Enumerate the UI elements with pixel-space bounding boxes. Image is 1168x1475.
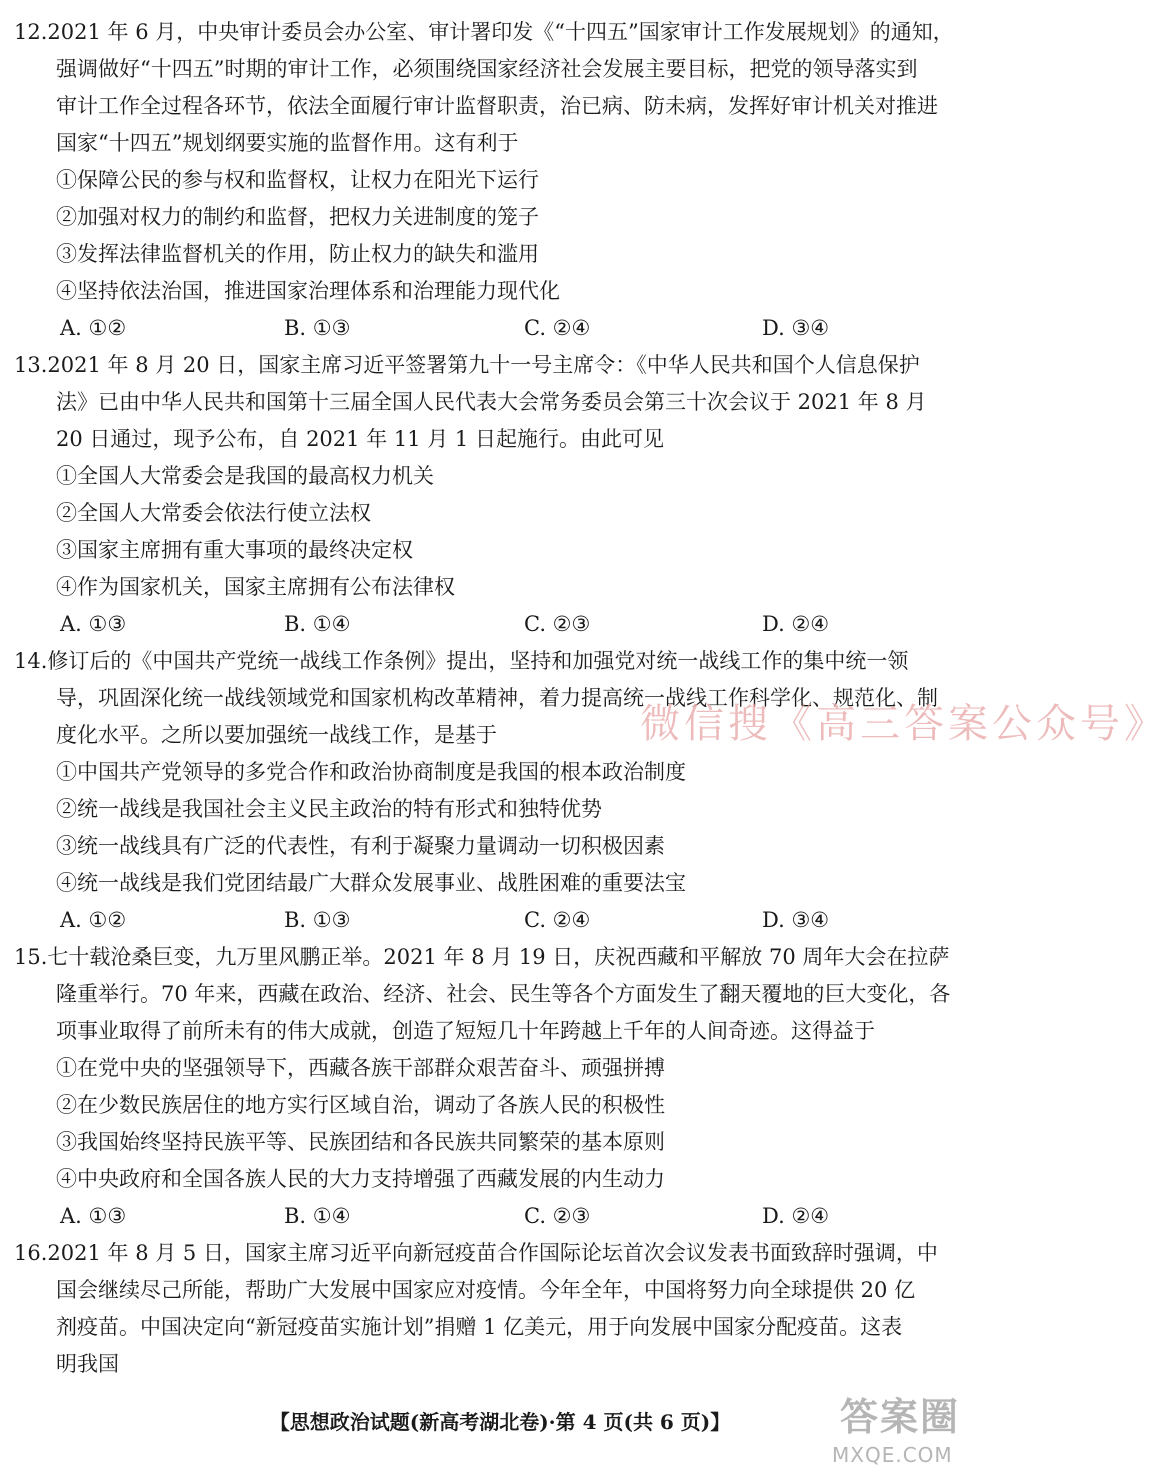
question-text-line: 审计工作全过程各环节，依法全面履行审计监督职责，治已病、防未病，发挥好审计机关对推进 (56, 94, 938, 118)
choice-statement: ①全国人大常委会是我国的最高权力机关 (56, 464, 434, 488)
choice-statement: ③我国始终坚持民族平等、民族团结和各民族共同繁荣的基本原则 (56, 1130, 665, 1154)
choice-statement: ②加强对权力的制约和监督，把权力关进制度的笼子 (56, 205, 539, 229)
choice-statement: ②在少数民族居住的地方实行区域自治，调动了各族人民的积极性 (56, 1093, 665, 1117)
choice-statement: ①保障公民的参与权和监督权，让权力在阳光下运行 (56, 168, 539, 192)
answer-option-d: D. ③④ (762, 316, 830, 340)
answer-option-c: C. ②③ (524, 1204, 591, 1228)
answer-options (60, 314, 960, 342)
question-text-line: 国家“十四五”规划纲要实施的监督作用。这有利于 (56, 131, 519, 155)
choice-statement: ②全国人大常委会依法行使立法权 (56, 501, 371, 525)
question-stem: 14.修订后的《中国共产党统一战线工作条例》提出，坚持和加强党对统一战线工作的集中统一领 (14, 649, 909, 673)
answer-option-a: A. ①② (60, 908, 127, 932)
answer-option-d: D. ③④ (762, 908, 830, 932)
question-text-line: 20 日通过，现予公布，自 2021 年 11 月 1 日起施行。由此可见 (56, 427, 664, 451)
choice-statement: ③发挥法律监督机关的作用，防止权力的缺失和滥用 (56, 242, 539, 266)
choice-statement: ④作为国家机关，国家主席拥有公布法律权 (56, 575, 455, 599)
answer-option-b: B. ①④ (284, 1204, 351, 1228)
watermark-text: 微信搜《高三答案公众号》 (640, 701, 1168, 747)
question-text-line: 法》已由中华人民共和国第十三届全国人民代表大会常务委员会第三十次会议于 2021 年 8 月 (56, 390, 927, 414)
question-text-line: 隆重举行。70 年来，西藏在政治、经济、社会、民生等各个方面发生了翻天覆地的巨大变化，各 (56, 982, 951, 1006)
answer-option-b: B. ①③ (284, 316, 351, 340)
question-text-line: 国会继续尽己所能，帮助广大发展中国家应对疫情。今年全年，中国将努力向全球提供 20 亿 (56, 1278, 916, 1302)
answer-option-a: A. ①③ (60, 1204, 127, 1228)
choice-statement: ②统一战线是我国社会主义民主政治的特有形式和独特优势 (56, 797, 602, 821)
choice-statement: ④坚持依法治国，推进国家治理体系和治理能力现代化 (56, 279, 560, 303)
question-text-line: 强调做好“十四五”时期的审计工作，必须围绕国家经济社会发展主要目标，把党的领导落实到 (56, 57, 918, 81)
answer-option-c: C. ②④ (524, 316, 591, 340)
choice-statement: ③国家主席拥有重大事项的最终决定权 (56, 538, 413, 562)
answer-option-a: A. ①③ (60, 612, 127, 636)
question-text-line: 剂疫苗。中国决定向“新冠疫苗实施计划”捐赠 1 亿美元，用于向发展中国家分配疫苗。这表 (56, 1315, 903, 1339)
answer-option-a: A. ①② (60, 316, 127, 340)
question-text-line: 度化水平。之所以要加强统一战线工作，是基于 (56, 723, 497, 747)
choice-statement: ①中国共产党领导的多党合作和政治协商制度是我国的根本政治制度 (56, 760, 686, 784)
answer-options (60, 1202, 960, 1230)
answer-option-c: C. ②③ (524, 612, 591, 636)
answer-option-b: B. ①④ (284, 612, 351, 636)
answer-option-c: C. ②④ (524, 908, 591, 932)
choice-statement: ④中央政府和全国各族人民的大力支持增强了西藏发展的内生动力 (56, 1167, 665, 1191)
page-footer: 【思想政治试题(新高考湖北卷)·第 4 页(共 6 页)】 (269, 1410, 731, 1434)
question-text-line: 项事业取得了前所未有的伟大成就，创造了短短几十年跨越上千年的人间奇迹。这得益于 (56, 1019, 875, 1043)
question-stem: 12.2021 年 6 月，中央审计委员会办公室、审计署印发《“十四五”国家审计工作发展规划》的通知， (14, 20, 954, 44)
choice-statement: ③统一战线具有广泛的代表性，有利于凝聚力量调动一切积极因素 (56, 834, 665, 858)
answer-options (60, 906, 960, 934)
question-text-line: 导，巩固深化统一战线领域党和国家机构改革精神，着力提高统一战线工作科学化、规范化、制 (56, 686, 938, 710)
question-stem: 16.2021 年 8 月 5 日，国家主席习近平向新冠疫苗合作国际论坛首次会议发表书面致辞时强调，中 (14, 1241, 938, 1265)
choice-statement: ④统一战线是我们党团结最广大群众发展事业、战胜困难的重要法宝 (56, 871, 686, 895)
answer-options (60, 610, 960, 638)
answer-option-d: D. ②④ (762, 612, 830, 636)
logo-title: 答案圈 (840, 1395, 961, 1439)
choice-statement: ①在党中央的坚强领导下，西藏各族干部群众艰苦奋斗、顽强拼搏 (56, 1056, 665, 1080)
site-logo (820, 1395, 990, 1470)
question-stem: 15.七十载沧桑巨变，九万里风鹏正举。2021 年 8 月 19 日，庆祝西藏和平解放 70 周年大会在拉萨 (14, 945, 950, 969)
question-text-line: 明我国 (56, 1352, 119, 1376)
answer-option-b: B. ①③ (284, 908, 351, 932)
answer-option-d: D. ②④ (762, 1204, 830, 1228)
logo-url: MXQE.COM (832, 1443, 953, 1467)
question-stem: 13.2021 年 8 月 20 日，国家主席习近平签署第九十一号主席令：《中华人民共和国个人信息保护 (14, 353, 920, 377)
